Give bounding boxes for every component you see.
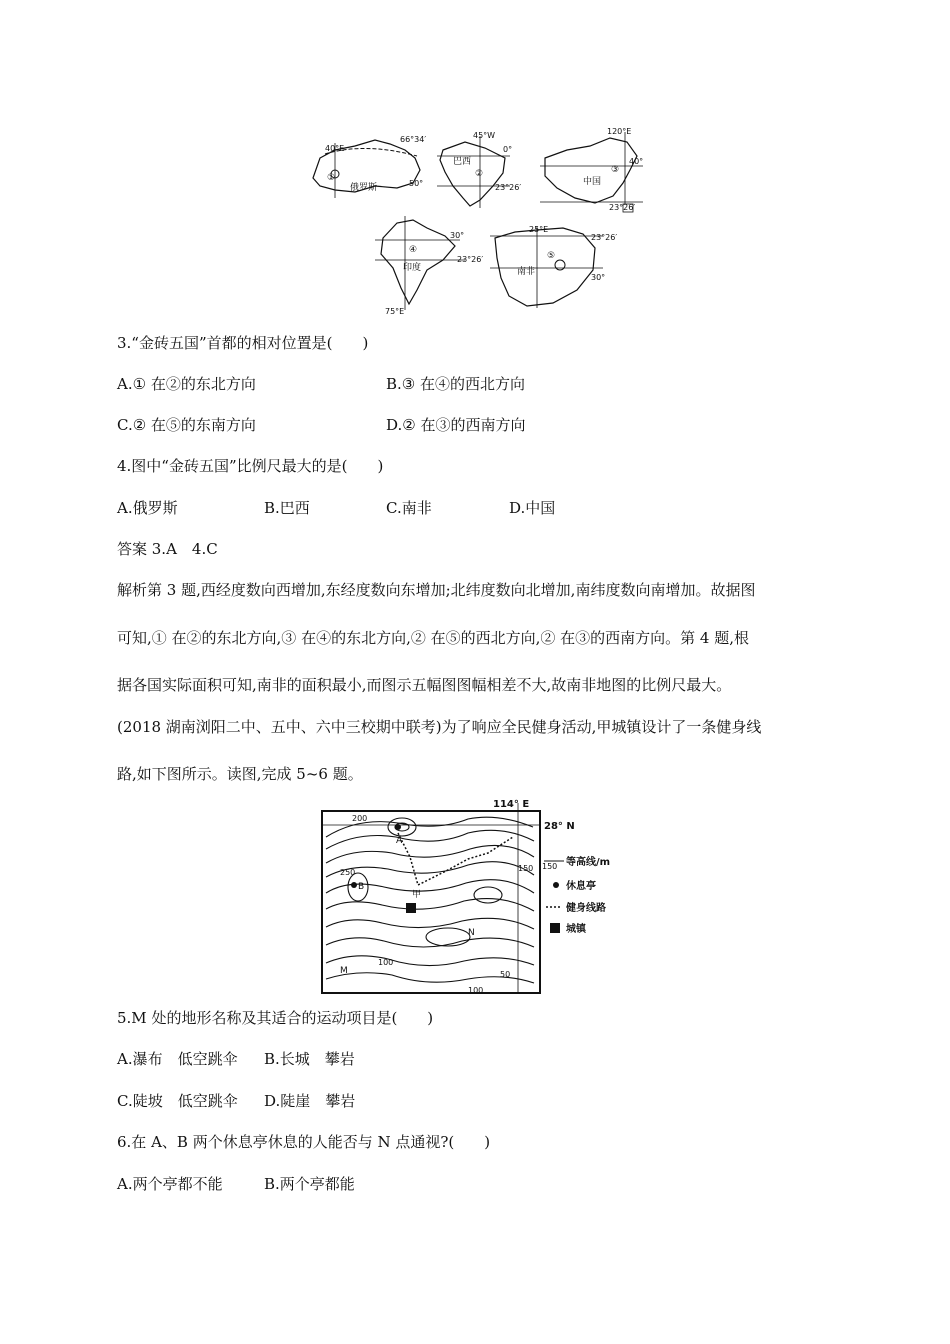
sa-lat: 23°26′ [591, 233, 618, 242]
q3-option-c: C.② 在⑤的东南方向 [117, 416, 256, 434]
russia-lat2: 50° [409, 179, 424, 188]
legend-contour: 等高线/m [566, 857, 611, 868]
russia-marker: ① [327, 173, 336, 183]
contour-map-svg [318, 797, 638, 997]
legend-contour-sample: 150 [542, 862, 558, 871]
brazil-lat: 0° [503, 145, 513, 154]
map-india [375, 216, 483, 316]
q3-option-a: A.① 在②的东北方向 [117, 375, 256, 393]
q4-stem: 4.图中“金砖五国”比例尺最大的是( ) [117, 457, 384, 475]
pavilion-b-icon [351, 882, 357, 888]
label-50: 50 [500, 970, 511, 979]
label-200: 200 [352, 814, 368, 823]
legend-town: 城镇 [566, 924, 586, 935]
china-lat: 40° [629, 157, 644, 166]
russia-name: 俄罗斯 [350, 183, 378, 193]
legend-route: 健身线路 [566, 903, 606, 914]
legend-pavilion: 休息亭 [566, 881, 596, 892]
label-150: 150 [518, 864, 534, 873]
q5-option-d: D.陡崖 攀岩 [264, 1092, 356, 1110]
label-100-left: 100 [378, 958, 394, 967]
answer-line: 答案 3.A 4.C [117, 540, 218, 558]
map-russia [313, 135, 426, 198]
sa-lat2: 30° [591, 273, 606, 282]
brics-maps-svg [305, 128, 645, 318]
map-brazil [437, 131, 521, 208]
china-marker: ③ [611, 165, 620, 175]
brics-maps-figure [305, 128, 645, 318]
q5-option-a: A.瀑布 低空跳伞 [117, 1050, 238, 1068]
q5-option-c: C.陡坡 低空跳伞 [117, 1092, 238, 1110]
india-name: 印度 [403, 263, 422, 273]
label-B: B [358, 882, 365, 892]
india-lat2: 23°26′ [457, 255, 484, 264]
label-M: M [340, 966, 348, 976]
town-symbol [406, 903, 416, 913]
q6-option-a: A.两个亭都不能 [117, 1175, 223, 1193]
russia-lon: 40°E [325, 144, 345, 153]
brazil-name: 巴西 [453, 157, 472, 167]
india-marker: ④ [409, 245, 418, 255]
q4-option-d: D.中国 [509, 499, 556, 517]
label-N: N [468, 928, 475, 938]
pavilion-a-icon [395, 824, 401, 830]
contour-map-figure [318, 797, 638, 997]
q4-option-a: A.俄罗斯 [117, 499, 178, 517]
q4-option-c: C.南非 [386, 499, 432, 517]
legend-pavilion-icon [553, 882, 559, 888]
q3-stem: 3.“金砖五国”首都的相对位置是( ) [117, 334, 369, 352]
map-lat: 28° N [544, 821, 575, 832]
analysis-line-2: 可知,① 在②的东北方向,③ 在④的东北方向,② 在⑤的西北方向,② 在③的西南方向。第 4 题,根 [117, 629, 749, 647]
intro-line-2: 路,如下图所示。读图,完成 5~6 题。 [117, 765, 363, 783]
intro-line-1: (2018 湖南浏阳二中、五中、六中三校期中联考)为了响应全民健身活动,甲城镇设计了一条健身线 [117, 718, 762, 736]
brazil-lon: 45°W [473, 131, 496, 140]
q5-option-b: B.长城 攀岩 [264, 1050, 355, 1068]
map-legend [542, 855, 610, 935]
china-name: 中国 [583, 177, 602, 187]
map-lon: 114° E [493, 799, 530, 810]
brazil-marker: ② [475, 169, 484, 179]
china-lon: 120°E [607, 128, 632, 136]
analysis-line-3: 据各国实际面积可知,南非的面积最小,而图示五幅图图幅相差不大,故南非地图的比例尺最大。 [117, 676, 732, 694]
label-250: 250 [340, 868, 356, 877]
label-100-bottom: 100 [468, 986, 484, 995]
analysis-line-1: 解析第 3 题,西经度数向西增加,东经度数向东增加;北纬度数向北增加,南纬度数向南增加。故据图 [117, 581, 756, 599]
india-lon: 75°E [385, 307, 405, 316]
sa-name: 南非 [517, 267, 536, 277]
russia-lat: 66°34′ [400, 135, 427, 144]
china-lat2: 23°26′ [609, 203, 636, 212]
q4-option-b: B.巴西 [264, 499, 310, 517]
q6-stem: 6.在 A、B 两个休息亭休息的人能否与 N 点通视?( ) [117, 1133, 491, 1151]
map-south-africa [490, 225, 617, 308]
q3-option-b: B.③ 在④的西北方向 [386, 375, 526, 393]
q6-option-b: B.两个亭都能 [264, 1175, 355, 1193]
brazil-lat2: 23°26′ [495, 183, 522, 192]
q5-stem: 5.M 处的地形名称及其适合的运动项目是( ) [117, 1009, 434, 1027]
india-lat: 30° [450, 231, 465, 240]
q3-option-d: D.② 在③的西南方向 [386, 416, 526, 434]
label-A: A [396, 836, 403, 846]
label-jia: 甲 [412, 890, 422, 900]
sa-lon: 25°E [529, 225, 549, 234]
map-china [540, 128, 643, 212]
legend-town-icon [550, 923, 560, 933]
sa-marker: ⑤ [547, 251, 556, 261]
